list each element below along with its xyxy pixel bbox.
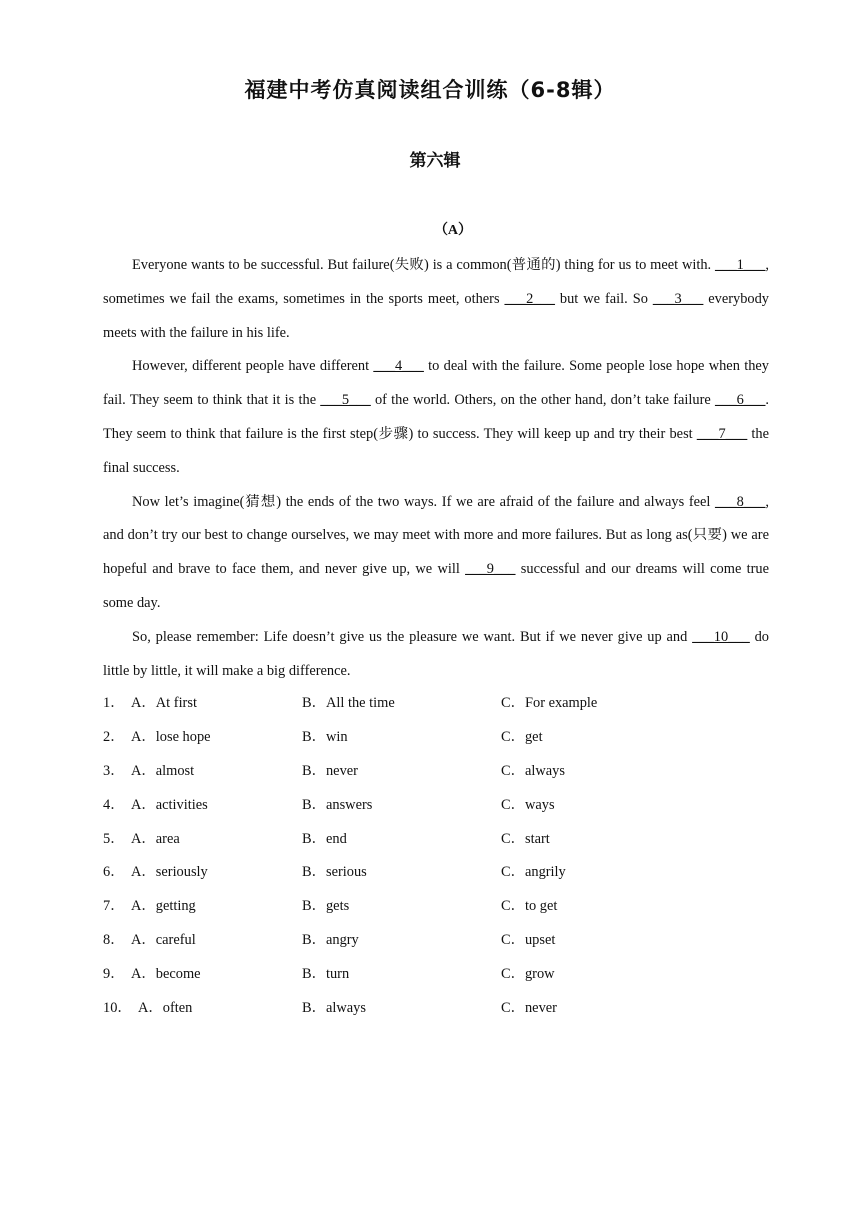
- option-a: A．At first: [131, 695, 197, 712]
- text-segment: to deal with the failure. Some people lose hope when they fail. They seem to think that it is the: [103, 358, 769, 409]
- option-a: A．getting: [131, 898, 196, 915]
- blank-9: ___9___: [465, 561, 516, 578]
- paragraph-2: [103, 350, 769, 485]
- text-segment: So, please remember: Life doesn’t give us the pleasure we want. But if we never give up and: [132, 628, 693, 645]
- question-row: [103, 786, 769, 820]
- option-a: A．often: [138, 999, 193, 1016]
- question-number: 1．: [103, 695, 125, 712]
- blank-2: ___2___: [504, 290, 555, 307]
- text-segment: , and don’t try our best to change ourselves, we may meet with more and more failures. But as long as(只要) we are hopeful and brave to face them, and never give up, we will: [103, 493, 769, 578]
- option-b: B．never: [302, 762, 358, 779]
- blank-8: ___8___: [715, 493, 766, 510]
- question-number: 6．: [103, 864, 125, 881]
- question-number: 2．: [103, 729, 125, 746]
- passage-text: [103, 249, 769, 688]
- blank-6: ___6___: [715, 392, 766, 409]
- option-a: A．area: [131, 830, 180, 847]
- option-b: B．gets: [302, 898, 350, 915]
- option-b: B．always: [302, 999, 366, 1016]
- question-number: 3．: [103, 762, 125, 779]
- question-number: 7．: [103, 898, 125, 915]
- paragraph-1: [103, 249, 769, 350]
- text-segment: but we fail. So: [554, 290, 653, 307]
- option-c: C．grow: [501, 965, 555, 982]
- text-segment: , sometimes we fail the exams, sometimes in the sports meet, others: [103, 257, 769, 307]
- blank-5: ___5___: [320, 392, 371, 409]
- paragraph-3: [103, 486, 769, 621]
- option-c: C．to get: [501, 898, 558, 915]
- option-c: C．never: [501, 999, 557, 1016]
- document-title: 福建中考仿真阅读组合训练（6-8辑）: [244, 78, 616, 102]
- question-row: [103, 854, 769, 888]
- blank-10: ___10___: [692, 628, 750, 645]
- question-number: 10．: [103, 999, 132, 1016]
- text-segment: Now let’s imagine(猜想) the ends of the two ways. If we are afraid of the failure and always feel: [132, 493, 716, 510]
- question-row: [103, 753, 769, 787]
- option-c: C．start: [501, 830, 550, 847]
- text-segment: successful and our dreams will come true some day.: [103, 561, 769, 611]
- option-b: B．angry: [302, 931, 359, 948]
- blank-7: ___7___: [696, 425, 748, 442]
- text-segment: Everyone wants to be successful. But failure(失败) is a common(普通的) thing for us to meet with.: [132, 257, 716, 273]
- option-c: C．upset: [501, 931, 556, 948]
- question-row: [103, 719, 769, 753]
- option-c: C．angrily: [501, 864, 566, 881]
- question-row: [103, 922, 769, 956]
- blank-1: ___1___: [715, 257, 766, 273]
- text-segment: of the world. Others, on the other hand, don’t take failure: [370, 392, 716, 409]
- question-number: 9．: [103, 965, 125, 982]
- question-row: [103, 685, 769, 719]
- option-a: A．lose hope: [131, 729, 211, 746]
- question-row: [103, 888, 769, 922]
- question-row: [103, 989, 769, 1023]
- option-c: C．ways: [501, 796, 555, 813]
- text-segment: everybody meets with the failure in his life.: [103, 290, 769, 341]
- option-c: C．get: [501, 729, 543, 746]
- option-a: A．become: [131, 965, 201, 982]
- option-b: B．end: [302, 830, 347, 847]
- option-b: B．All the time: [302, 695, 395, 712]
- text-segment: . They seem to think that failure is the first step(步骤) to success. They will keep up and try their best: [103, 392, 769, 442]
- option-b: B．serious: [302, 864, 367, 881]
- option-a: A．careful: [131, 931, 196, 948]
- text-segment: the final success.: [103, 425, 769, 476]
- option-a: A．almost: [131, 762, 195, 779]
- blank-3: ___3___: [652, 290, 704, 307]
- section-title: 第六辑: [409, 151, 461, 171]
- option-c: C．always: [501, 762, 565, 779]
- option-a: A．activities: [131, 796, 208, 813]
- option-b: B．win: [302, 729, 348, 746]
- question-number: 5．: [103, 830, 125, 847]
- answer-options: [103, 685, 769, 1023]
- option-a: A．seriously: [131, 864, 208, 881]
- text-segment: do little by little, it will make a big difference.: [103, 628, 769, 679]
- question-row: [103, 820, 769, 854]
- paragraph-4: [103, 621, 769, 689]
- option-b: B．turn: [302, 965, 350, 982]
- option-b: B．answers: [302, 796, 373, 813]
- question-row: [103, 955, 769, 989]
- passage-label: （A）: [433, 223, 473, 238]
- question-number: 8．: [103, 931, 125, 948]
- option-c: C．For example: [501, 695, 598, 712]
- question-number: 4．: [103, 796, 125, 813]
- blank-4: ___4___: [373, 358, 424, 375]
- text-segment: However, different people have different: [132, 358, 374, 375]
